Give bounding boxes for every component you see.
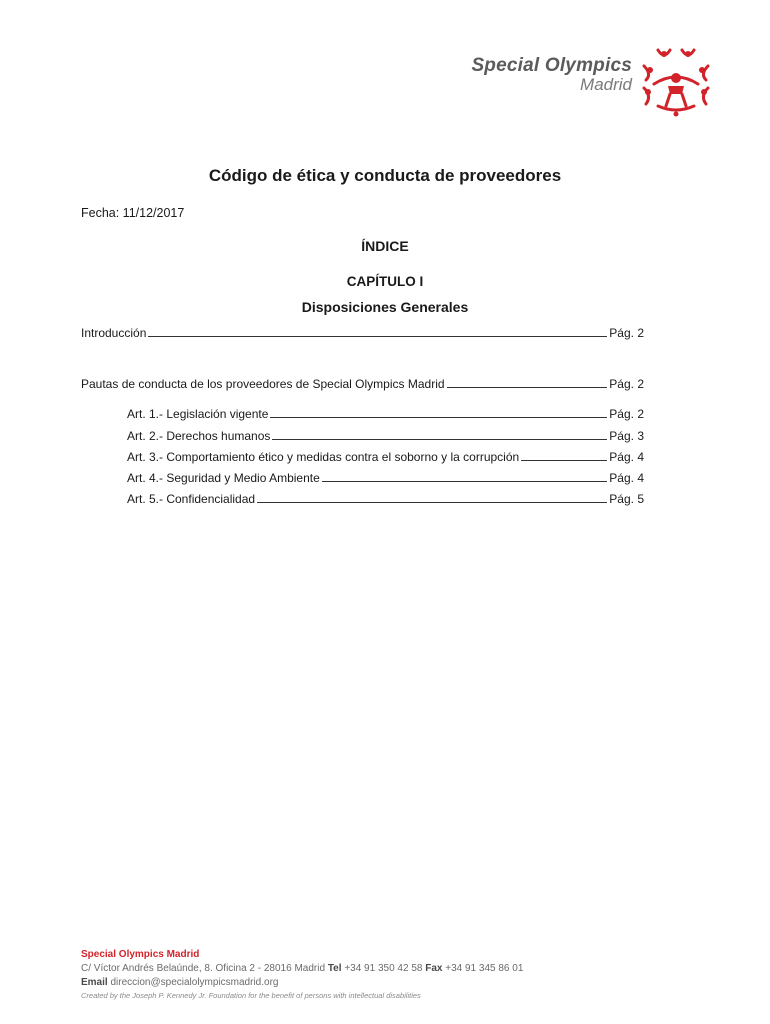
toc-leader-line: [272, 439, 607, 440]
footer-tel: +34 91 350 42 58: [344, 963, 423, 974]
toc-entry-art-3[interactable]: [127, 448, 644, 464]
index-heading: ÍNDICE: [361, 238, 409, 254]
toc-entry-label: Art. 1.- Legislación vigente: [127, 407, 269, 421]
toc-entry-art-4[interactable]: [127, 469, 644, 485]
document-title: Código de ética y conducta de proveedores: [208, 166, 562, 185]
toc-entry-page: Pág. 2: [609, 407, 644, 421]
footer-email-label: Email: [81, 977, 108, 988]
footer-fax: +34 91 345 86 01: [445, 963, 524, 974]
footer-address: C/ Víctor Andrés Belaúnde, 8. Oficina 2 - 28016 Madrid: [81, 963, 326, 974]
page-footer: [81, 948, 681, 1002]
footer-email-line: [81, 976, 681, 990]
logo-subtitle: Madrid: [580, 75, 632, 94]
logo-text: [471, 56, 632, 94]
special-olympics-emblem-icon: [638, 44, 714, 118]
toc-entry-page: Pág. 4: [609, 471, 644, 485]
toc-entry-label: Art. 3.- Comportamiento ético y medidas contra el soborno y la corrupción: [127, 450, 520, 464]
toc-entry-page: Pág. 3: [609, 429, 644, 443]
chapter-title: Disposiciones Generales: [301, 299, 469, 315]
toc-leader-line: [447, 387, 608, 388]
toc-entry-label: Art. 4.- Seguridad y Medio Ambiente: [127, 471, 320, 485]
toc-entry-label: Art. 2.- Derechos humanos: [127, 429, 271, 443]
toc-entry-pautas[interactable]: [81, 375, 644, 391]
footer-fax-label: Fax: [425, 963, 443, 974]
toc-entry-label: Introducción: [81, 326, 147, 340]
footer-email[interactable]: direccion@specialolympicsmadrid.org: [110, 977, 279, 988]
toc-leader-line: [257, 502, 607, 503]
toc-entry-art-5[interactable]: [127, 490, 644, 506]
toc-entry-label: Pautas de conducta de los proveedores de Special Olympics Madrid: [81, 377, 445, 391]
toc-leader-line: [521, 460, 607, 461]
toc-entry-page: Pág. 2: [609, 377, 644, 391]
footer-org-name: Special Olympics Madrid: [81, 949, 200, 960]
footer-tagline: Created by the Joseph P. Kennedy Jr. Foundation for the benefit of persons with intellectual disabilities: [81, 991, 421, 1000]
toc-entry-introduccion[interactable]: [81, 324, 644, 340]
toc-entry-art-1[interactable]: [127, 405, 644, 421]
toc-entry-page: Pág. 5: [609, 492, 644, 506]
document-date: Fecha: 11/12/2017: [81, 206, 185, 220]
toc-entry-page: Pág. 4: [609, 450, 644, 464]
toc-entry-art-2[interactable]: [127, 427, 644, 443]
chapter-heading: CAPÍTULO I: [346, 274, 424, 289]
logo-title: Special Olympics: [471, 55, 632, 76]
footer-contact-line: [81, 962, 681, 976]
logo: [418, 44, 718, 118]
toc-entry-label: Art. 5.- Confidencialidad: [127, 492, 256, 506]
toc-entry-page: Pág. 2: [609, 326, 644, 340]
footer-tel-label: Tel: [327, 963, 342, 974]
toc-leader-line: [322, 481, 608, 482]
toc-leader-line: [270, 417, 607, 418]
toc-leader-line: [148, 336, 607, 337]
